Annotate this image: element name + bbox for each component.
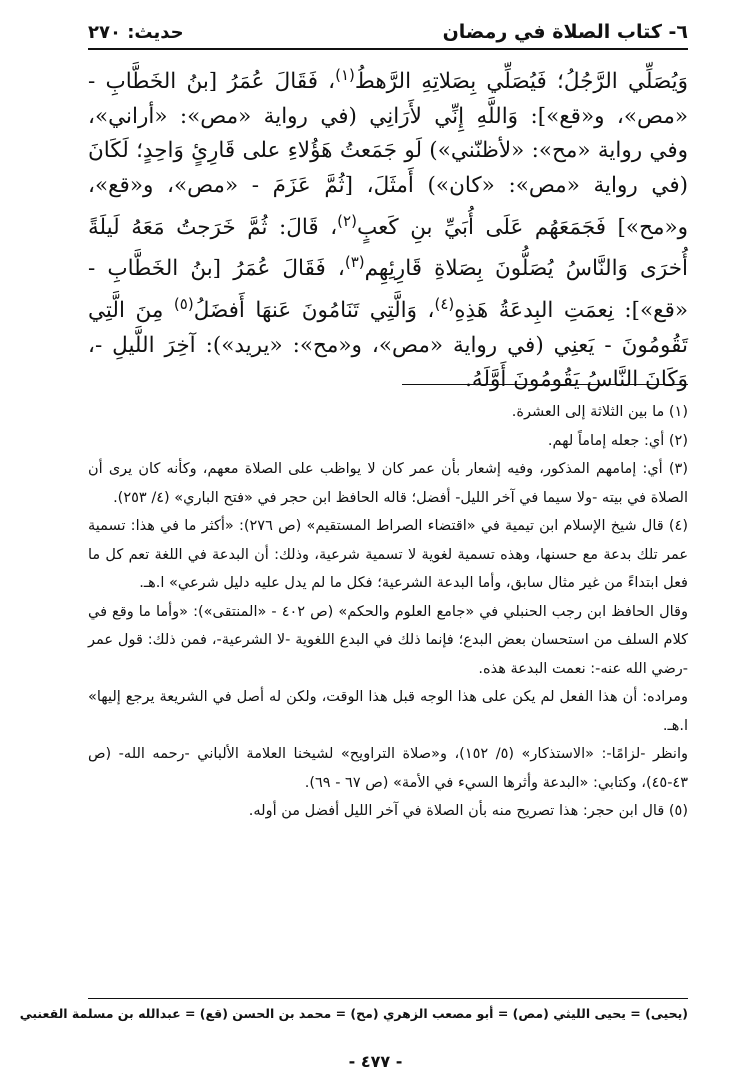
hadith-text-segment: ، قَالَ: ثُمَّ خَرَجتُ مَعَهُ لَيلَةً أُخرَى وَالنَّاسُ يُصَلُّونَ بِصَلاةِ قَارِئِهِم: [88, 214, 689, 282]
header-rule: [88, 48, 688, 50]
hadith-text-segment: ، وَالَّتِي تَنَامُونَ عَنهَا أَفضَلُ: [193, 298, 435, 324]
footnote-marker-2: (٢): [337, 211, 357, 230]
footnote-rule: [402, 384, 688, 385]
hadith-text-segment: مِنَ الَّتِي تَقُومُونَ - يَعنِي (في رواية «مص»، و«مح»: «يريد»): آخِرَ اللَّيلِ -، وَكَانَ النَّاسُ يَقُومُونَ أَوَّلَهُ.: [88, 298, 688, 393]
hadith-number: حديث: ٢٧٠: [88, 21, 184, 43]
footnote-5: (٥) قال ابن حجر: هذا تصريح منه بأن الصلاة في آخر الليل أفضل من أوله.: [248, 803, 688, 819]
footnote-marker-4: (٤): [434, 295, 455, 314]
footnote-marker-1: (١): [335, 66, 355, 84]
chapter-title: ٦- كتاب الصلاة في رمضان: [442, 21, 688, 43]
abbreviation-legend: (يحيى) = يحيى الليثي (مص) = أبو مصعب الزهري (مح) = محمد بن الحسن (قع) = عبدالله بن مسلمة القعنبي: [19, 1006, 688, 1021]
footnote-marker-5: (٥): [173, 295, 194, 314]
footnote-3: (٣) أي: إمامهم المذكور، وفيه إشعار بأن عمر كان لا يواظب على الصلاة معهم، وكأنه كان يرى أن الصلاة في بيته -ولا سيما في آخر الليل- أفضل؛ قاله الحافظ ابن حجر في «فتح الباري» (٤/ ٢٥٣).: [88, 461, 688, 506]
page-number: - ٤٧٧ -: [348, 1052, 403, 1071]
hadith-text: [88, 58, 688, 398]
footnote-4-continued: ومراده: أن هذا الفعل لم يكن على هذا الوجه قبل هذا الوقت، ولكن له أصل في الشريعة يرجع إليها» ا.هـ.: [88, 689, 688, 734]
footnotes: [88, 398, 688, 826]
footnote-2: (٢) أي: جعله إماماً لهم.: [547, 432, 688, 449]
footnote-marker-3: (٣): [344, 253, 365, 272]
hadith-text-segment: ، فَقَالَ عُمَرُ [بنُ الخَطَّابِ: [105, 69, 336, 95]
footnote-4: (٤) قال شيخ الإسلام ابن تيمية في «اقتضاء الصراط المستقيم» (ص ٢٧٦): «أكثر ما في هذا: تسمية عمر تلك بدعة مع حسنها، وهذه تسمية لغوية لا تسمية شرعية، وذلك: أن البدعة في اللغة تعم كل ما فعل ابتداءً من غير مثال سابق، وأما البدعة الشرعية؛ فكل ما لم يدل عليه دليل شرعي» ا.هـ.: [88, 518, 688, 591]
hadith-text-segment: - «مص»، و«قع»]: وَاللَّهِ إِنِّي لأَرَانِي (في رواية «مص»: «أراني»، وفي رواية «مح»: «لأظنّني») لَو جَمَعتُ هَؤُلاءِ على قَارِئٍ وَاحِدٍ؛ لَكَانَ (في رواية «مص»: «كان») أَمثَلَ، [ثُمَّ عَزَمَ - «مص»، و«قع»، و«مح»] فَجَمَعَهُم عَلَى أُبَيِّ بنِ كَعبٍ: [88, 69, 689, 240]
hadith-text-segment: وَيُصَلِّي الرَّجُلُ؛ فَيُصَلِّي بِصَلاتِهِ الرَّهطُ: [354, 69, 689, 95]
hadith-paragraph: [88, 58, 688, 398]
page-header: [88, 18, 688, 46]
footnote-1: (١) ما بين الثلاثة إلى العشرة.: [511, 404, 688, 420]
footnote-4-ibn-rajab: وقال الحافظ ابن رجب الحنبلي في «جامع العلوم والحكم» (ص ٤٠٢ - «المنتقى»): «وأما ما وقع في كلام السلف من استحسان بعض البدع؛ فإنما ذلك في البدع اللغوية -لا الشرعية-، فمن ذلك: قول عمر -رضي الله عنه-: نعمت البدعة هذه.: [88, 603, 688, 677]
footnote-4-see-also: وانظر -لزامًا-: «الاستذكار» (٥/ ١٥٢)، و«صلاة التراويح» لشيخنا العلامة الألباني -رحمه الله- (ص ٤٣-٤٥)، وكتابي: «البدعة وأثرها السيء في الأمة» (ص ٦٧ - ٦٩).: [88, 746, 688, 791]
hadith-text-segment: ، فَقَالَ عُمَرُ [بنُ الخَطَّابِ - «قع»]: نِعمَتِ البِدعَةُ هَذِهِ: [88, 256, 689, 324]
legend-rule: [88, 998, 688, 999]
